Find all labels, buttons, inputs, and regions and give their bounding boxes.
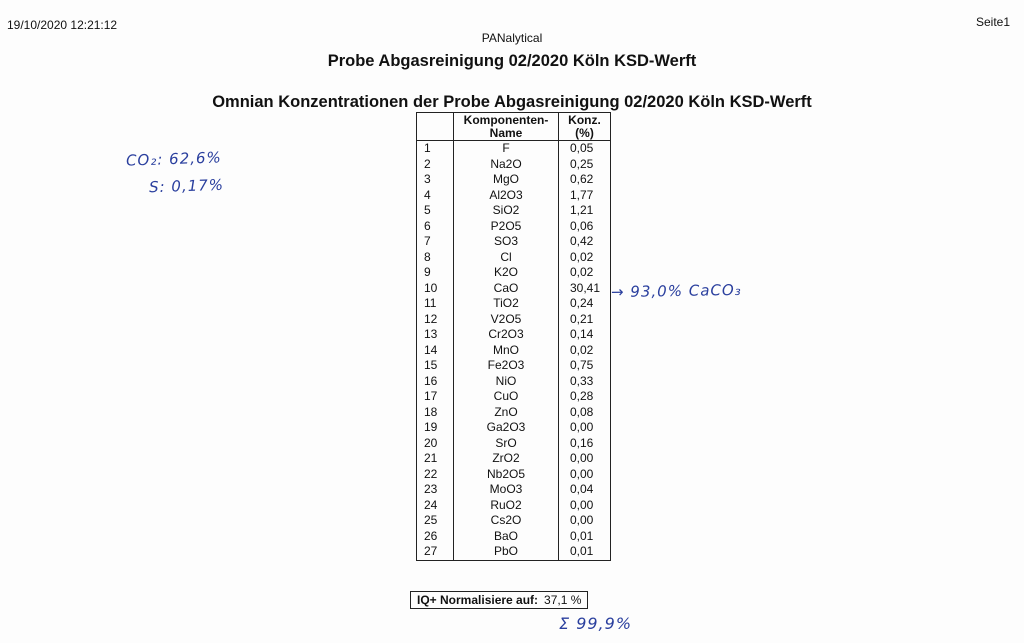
table-row — [417, 482, 611, 498]
row-index: 12 — [417, 312, 454, 328]
table-row — [417, 327, 611, 343]
table-row — [417, 358, 611, 374]
component-name: Na2O — [454, 157, 559, 173]
component-name: SiO2 — [454, 203, 559, 219]
concentration-value: 0,00 — [559, 513, 611, 529]
table-row — [417, 405, 611, 421]
row-index: 22 — [417, 467, 454, 483]
row-index: 21 — [417, 451, 454, 467]
table-row — [417, 188, 611, 204]
concentration-table — [416, 112, 611, 561]
concentration-value: 0,42 — [559, 234, 611, 250]
handwritten-note-co2: CO₂: 62,6% — [125, 148, 223, 170]
concentration-value: 0,00 — [559, 498, 611, 514]
component-name: MnO — [454, 343, 559, 359]
concentration-value: 0,04 — [559, 482, 611, 498]
component-name: Cs2O — [454, 513, 559, 529]
row-index: 18 — [417, 405, 454, 421]
header-component-name — [454, 113, 559, 141]
component-name: SrO — [454, 436, 559, 452]
table-row — [417, 219, 611, 235]
concentration-value: 1,77 — [559, 188, 611, 204]
component-name: ZrO2 — [454, 451, 559, 467]
row-index: 26 — [417, 529, 454, 545]
row-index: 10 — [417, 281, 454, 297]
component-name: BaO — [454, 529, 559, 545]
row-index: 9 — [417, 265, 454, 281]
table-row — [417, 544, 611, 560]
row-index: 25 — [417, 513, 454, 529]
concentration-value: 0,05 — [559, 141, 611, 157]
normalization-value: 37,1 % — [544, 593, 582, 607]
handwritten-note-sulfur: S: 0,17% — [148, 175, 225, 197]
normalization-label: IQ+ Normalisiere auf: — [417, 593, 539, 607]
table-body — [417, 141, 611, 561]
component-name: RuO2 — [454, 498, 559, 514]
header-index — [417, 113, 454, 141]
row-index: 7 — [417, 234, 454, 250]
table-row — [417, 157, 611, 173]
table-row — [417, 513, 611, 529]
concentration-value: 0,14 — [559, 327, 611, 343]
normalization-box — [410, 591, 588, 609]
concentration-value: 0,00 — [559, 451, 611, 467]
concentration-value: 0,00 — [559, 467, 611, 483]
row-index: 23 — [417, 482, 454, 498]
component-name: SO3 — [454, 234, 559, 250]
table-row — [417, 265, 611, 281]
row-index: 2 — [417, 157, 454, 173]
concentration-value: 0,06 — [559, 219, 611, 235]
row-index: 5 — [417, 203, 454, 219]
component-name: MoO3 — [454, 482, 559, 498]
table-row — [417, 281, 611, 297]
header-concentration — [559, 113, 611, 141]
component-name: CuO — [454, 389, 559, 405]
header-component-name-line2: Name — [489, 125, 523, 140]
handwritten-note-caco3: → 93,0% CaCO₃ — [610, 280, 742, 302]
row-index: 20 — [417, 436, 454, 452]
row-index: 19 — [417, 420, 454, 436]
component-name: Ga2O3 — [454, 420, 559, 436]
component-name: ZnO — [454, 405, 559, 421]
row-index: 13 — [417, 327, 454, 343]
concentration-value: 30,41 — [559, 281, 611, 297]
table-row — [417, 172, 611, 188]
component-name: PbO — [454, 544, 559, 560]
table-row — [417, 141, 611, 157]
row-index: 4 — [417, 188, 454, 204]
header-component-name-line1: Komponenten- — [463, 112, 549, 127]
component-name: TiO2 — [454, 296, 559, 312]
component-name: Nb2O5 — [454, 467, 559, 483]
component-name: Cr2O3 — [454, 327, 559, 343]
component-name: V2O5 — [454, 312, 559, 328]
table-row — [417, 343, 611, 359]
row-index: 3 — [417, 172, 454, 188]
table-row — [417, 374, 611, 390]
concentration-value: 0,24 — [559, 296, 611, 312]
component-name: Fe2O3 — [454, 358, 559, 374]
concentration-value: 0,02 — [559, 343, 611, 359]
component-name: Cl — [454, 250, 559, 266]
component-name: CaO — [454, 281, 559, 297]
table-row — [417, 467, 611, 483]
concentration-value: 0,01 — [559, 529, 611, 545]
table-row — [417, 296, 611, 312]
row-index: 11 — [417, 296, 454, 312]
row-index: 27 — [417, 544, 454, 560]
row-index: 6 — [417, 219, 454, 235]
concentration-value: 0,00 — [559, 420, 611, 436]
row-index: 17 — [417, 389, 454, 405]
component-name: Al2O3 — [454, 188, 559, 204]
concentration-value: 0,16 — [559, 436, 611, 452]
concentration-value: 0,33 — [559, 374, 611, 390]
concentration-value: 0,75 — [559, 358, 611, 374]
concentration-value: 0,62 — [559, 172, 611, 188]
row-index: 14 — [417, 343, 454, 359]
component-name: NiO — [454, 374, 559, 390]
concentration-value: 0,28 — [559, 389, 611, 405]
component-name: K2O — [454, 265, 559, 281]
table-row — [417, 529, 611, 545]
component-name: F — [454, 141, 559, 157]
company-name: PANalytical — [481, 31, 543, 45]
component-name: P2O5 — [454, 219, 559, 235]
table-row — [417, 234, 611, 250]
table-row — [417, 436, 611, 452]
table-header-row — [417, 113, 611, 141]
table-row — [417, 420, 611, 436]
table-row — [417, 203, 611, 219]
table-row — [417, 312, 611, 328]
concentration-value: 0,01 — [559, 544, 611, 560]
page-label: Seite1 — [975, 15, 1010, 29]
concentration-value: 0,02 — [559, 250, 611, 266]
print-timestamp: 19/10/2020 12:21:12 — [7, 18, 118, 32]
concentration-value: 0,21 — [559, 312, 611, 328]
concentration-value: 0,02 — [559, 265, 611, 281]
table-title: Omnian Konzentrationen der Probe Abgasreinigung 02/2020 Köln KSD-Werft — [212, 93, 812, 111]
row-index: 24 — [417, 498, 454, 514]
table-row — [417, 250, 611, 266]
header-concentration-line1: Konz. — [568, 112, 601, 127]
row-index: 8 — [417, 250, 454, 266]
concentration-value: 0,25 — [559, 157, 611, 173]
header-concentration-line2: (%) — [575, 125, 594, 140]
row-index: 1 — [417, 141, 454, 157]
concentration-value: 0,08 — [559, 405, 611, 421]
component-name: MgO — [454, 172, 559, 188]
concentration-value: 1,21 — [559, 203, 611, 219]
handwritten-note-sum: Σ 99,9% — [559, 614, 633, 633]
table-row — [417, 498, 611, 514]
table-row — [417, 389, 611, 405]
page-title: Probe Abgasreinigung 02/2020 Köln KSD-Werft — [327, 52, 697, 70]
table-row — [417, 451, 611, 467]
row-index: 16 — [417, 374, 454, 390]
row-index: 15 — [417, 358, 454, 374]
